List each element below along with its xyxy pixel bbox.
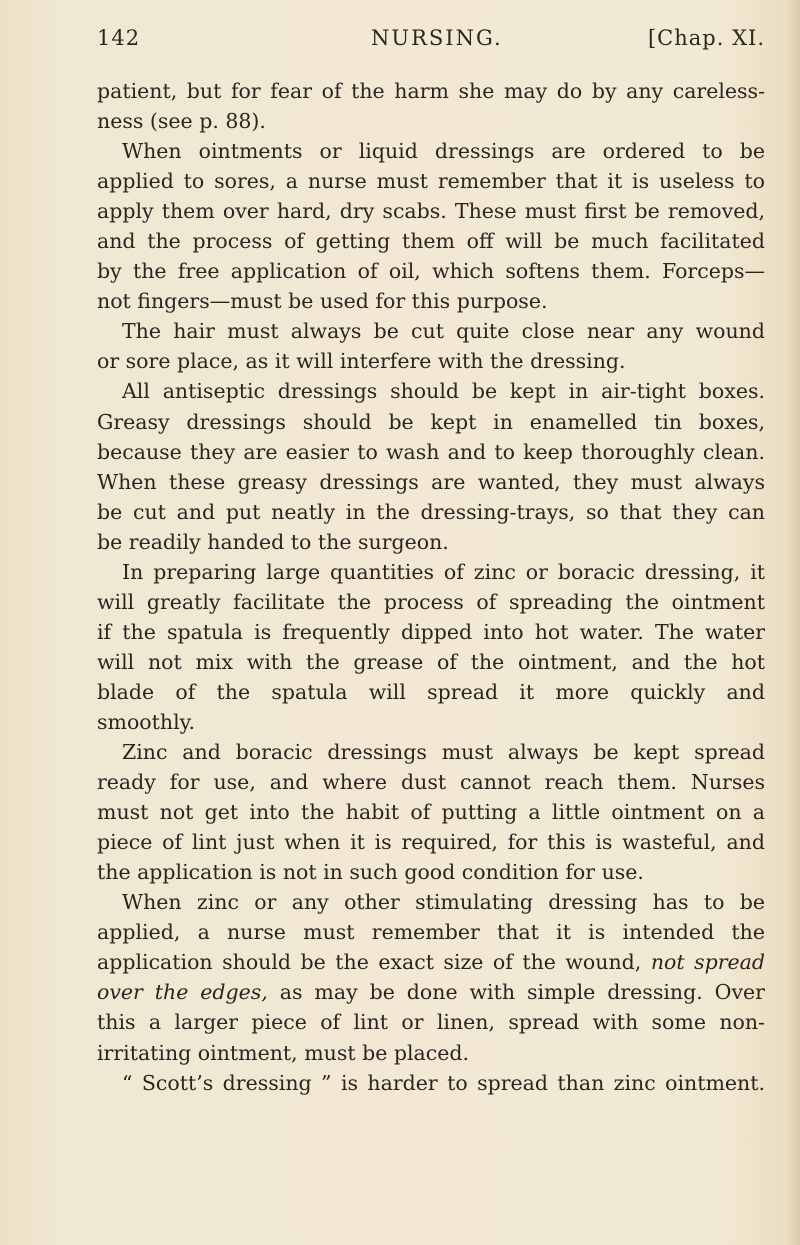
line-text: because they are easier to wash and to keep thoroughly clean. — [97, 439, 765, 464]
line-text: applied, a nurse must remember that it is intended the — [97, 920, 765, 945]
text-line — [97, 707, 765, 737]
text-line — [97, 467, 765, 497]
line-text: as may be done with simple dressing. Over — [279, 980, 765, 1005]
line-text: The hair must always be cut quite close near any wound — [122, 319, 765, 344]
line-text: piece of lint just when it is required, for this is wasteful, and — [97, 830, 765, 855]
text-line — [97, 977, 765, 1007]
text-line — [97, 346, 765, 376]
text-line — [97, 827, 765, 857]
text-line — [97, 316, 765, 346]
text-line — [97, 617, 765, 647]
line-text: will not mix with the grease of the ointment, and the hot — [97, 649, 765, 674]
text-line — [97, 737, 765, 767]
text-line — [97, 587, 765, 617]
line-text: applied to sores, a nurse must remember that it is useless to — [97, 169, 765, 194]
text-line — [97, 677, 765, 707]
line-text: and the process of getting them off will be much facilitated — [97, 229, 765, 254]
text-line — [97, 947, 765, 977]
line-text: “ Scott’s dressing ” is harder to spread than zinc ointment. — [122, 1070, 765, 1095]
line-text: smoothly. — [97, 709, 196, 734]
line-text: be readily handed to the surgeon. — [97, 529, 449, 554]
line-text: must not get into the habit of putting a little ointment on a — [97, 800, 765, 825]
line-text: or sore place, as it will interfere with the dressing. — [97, 349, 626, 374]
page-edge-shadow — [786, 0, 800, 1245]
text-line — [97, 887, 765, 917]
line-text: ness (see p. 88). — [97, 109, 266, 134]
line-text: will greatly facilitate the process of spreading the ointment — [97, 589, 765, 614]
text-line — [97, 797, 765, 827]
text-line — [97, 196, 765, 226]
text-line — [97, 557, 765, 587]
chapter-label: [Chap. XI. — [647, 26, 765, 50]
line-text: be cut and put neatly in the dressing-trays, so that they can — [97, 499, 765, 524]
text-line — [97, 1038, 765, 1068]
line-text: Zinc and boracic dressings must always be kept spread — [122, 740, 765, 765]
line-text: When these greasy dressings are wanted, they must always — [97, 469, 765, 494]
text-line — [97, 256, 765, 286]
line-text: this a larger piece of lint or linen, spread with some non- — [97, 1010, 765, 1035]
line-text: application should be the exact size of the wound, — [97, 950, 642, 975]
line-text: When ointments or liquid dressings are ordered to be — [122, 139, 765, 164]
text-line — [97, 286, 765, 316]
text-line — [97, 917, 765, 947]
text-line — [97, 76, 765, 106]
line-text: patient, but for fear of the harm she may do by any careless- — [97, 79, 765, 103]
text-line — [97, 1068, 765, 1098]
line-text: ready for use, and where dust cannot reach them. Nurses — [97, 770, 765, 795]
page-header — [97, 26, 765, 56]
text-line — [97, 527, 765, 557]
text-line — [97, 857, 765, 887]
line-text: All antiseptic dressings should be kept in air-tight boxes. — [122, 379, 765, 404]
line-text: apply them over hard, dry scabs. These must first be removed, — [97, 199, 765, 224]
line-text: blade of the spatula will spread it more quickly and — [97, 679, 765, 704]
italic-text: not spread — [650, 950, 765, 975]
line-text: the application is not in such good condition for use. — [97, 860, 644, 885]
text-line — [97, 497, 765, 527]
text-line — [97, 166, 765, 196]
line-text: irritating ointment, must be placed. — [97, 1040, 470, 1065]
running-head: NURSING. — [371, 26, 503, 50]
text-line — [97, 136, 765, 166]
line-text: When zinc or any other stimulating dressing has to be — [122, 890, 765, 915]
line-text: by the free application of oil, which softens them. Forceps— — [97, 259, 765, 284]
line-text: if the spatula is frequently dipped into hot water. The water — [97, 619, 765, 644]
text-line — [97, 767, 765, 797]
italic-text: over the edges, — [97, 980, 268, 1005]
page-number: 142 — [97, 26, 141, 50]
text-line — [97, 437, 765, 467]
body-text — [97, 76, 765, 1098]
line-text: not fingers—must be used for this purpose. — [97, 289, 548, 314]
text-line — [97, 226, 765, 256]
text-line — [97, 1007, 765, 1037]
text-line — [97, 106, 765, 136]
text-line — [97, 407, 765, 437]
line-text: In preparing large quantities of zinc or boracic dressing, it — [122, 559, 765, 584]
text-line — [97, 376, 765, 406]
line-text: Greasy dressings should be kept in enamelled tin boxes, — [97, 409, 765, 434]
text-line — [97, 647, 765, 677]
